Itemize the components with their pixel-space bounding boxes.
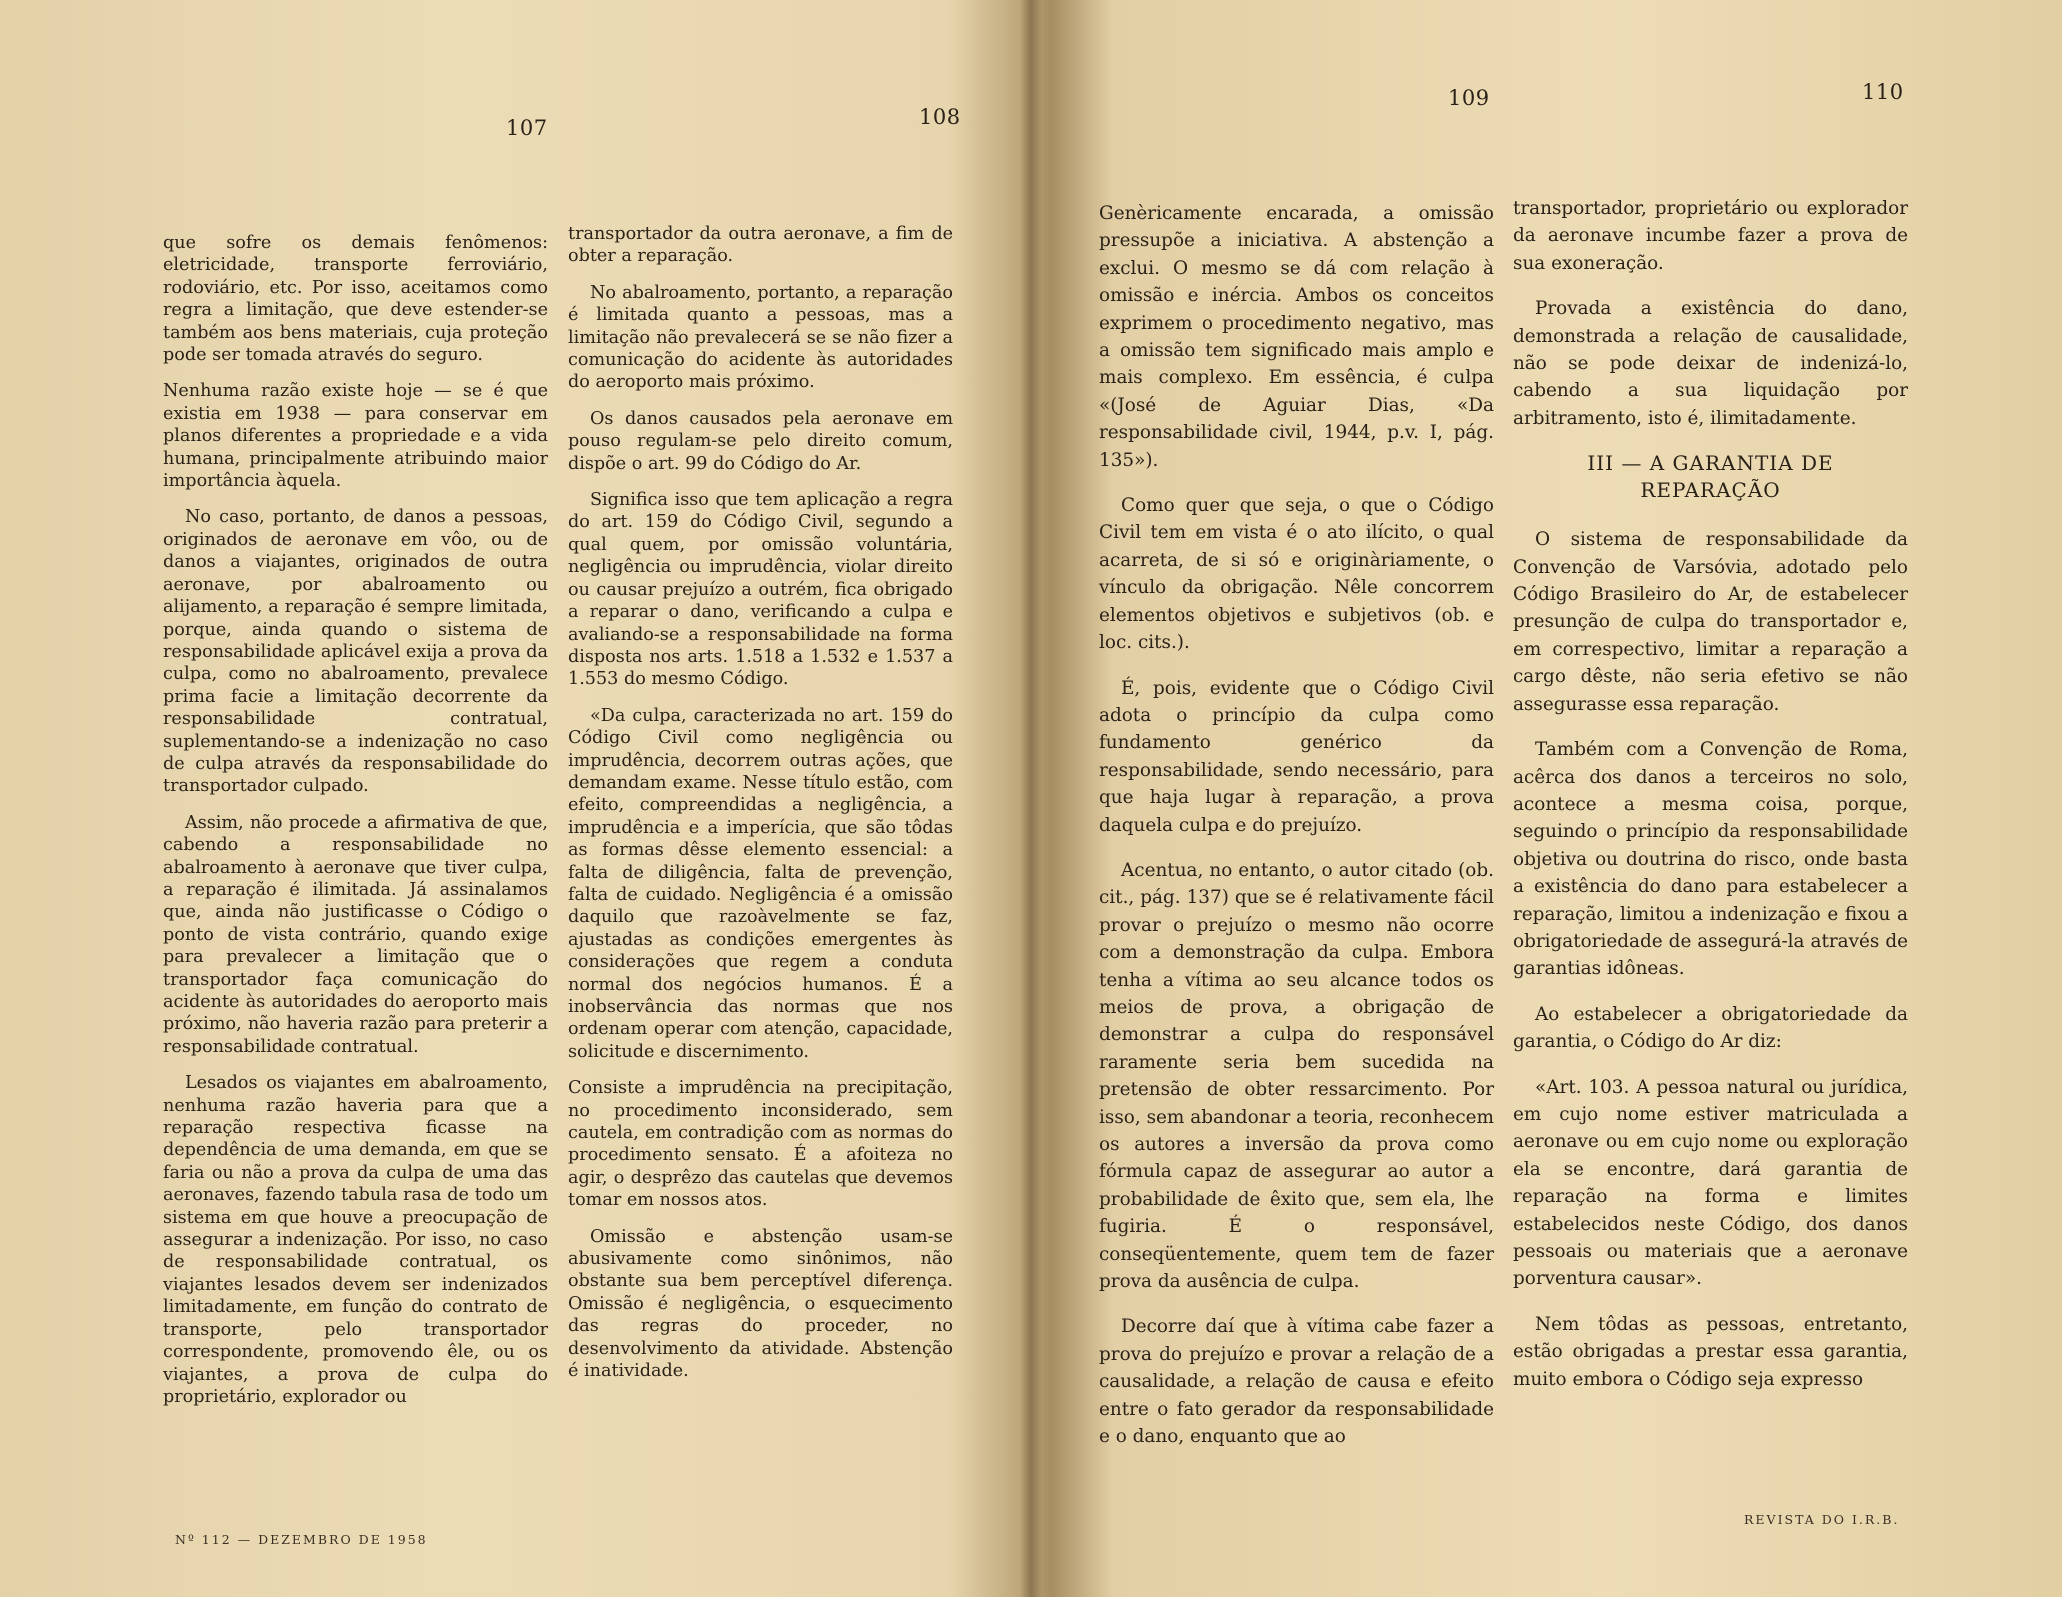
paragraph: Ao estabelecer a obrigatoriedade da garantia, o Código do Ar diz: [1513, 1003, 1908, 1053]
paragraph: «Da culpa, caracterizada no art. 159 do Código Civil como negligência ou imprudência, decorrem outras ações, que demandam exame. Nesse título estão, com efeito, compreendidas a negligência, a imprudência e a imperícia, que são tôdas as formas dêsse elemento essencial: a falta de diligência, falta de prevenção, falta de cuidado. Negligência é a omissão daquilo que razoàvelmente se faz, ajustadas as condições emergentes às considerações que regem a conduta normal dos negócios humanos. É a inobservância das normas que nos ordenam operar com atenção, capacidade, solicitude e discernimento. [568, 705, 953, 1062]
column-page-107 [163, 232, 548, 1422]
page-number-109: 109 [1448, 86, 1490, 110]
paragraph: Os danos causados pela aeronave em pouso regulam-se pelo direito comum, dispõe o art. 99 do Código do Ar. [568, 408, 953, 474]
page-number-107: 107 [506, 116, 548, 140]
footer-journal: REVISTA DO I.R.B. [1744, 1512, 1900, 1527]
page-number-110: 110 [1862, 80, 1904, 104]
paragraph: Nenhuma razão existe hoje — se é que existia em 1938 — para conservar em planos diferentes a propriedade e a vida humana, principalmente atribuindo maior importância àquela. [163, 381, 548, 492]
paragraph: Acentua, no entanto, o autor citado (ob. cit., pág. 137) que se é relativamente fácil provar o prejuízo o mesmo não ocorre com a demonstração da culpa. Embora tenha a vítima ao seu alcance todos os meios de prova, a obrigação de demonstrar a culpa do responsável raramente seria bem sucedida na pretensão de obter ressarcimento. Por isso, sem abandonar a teoria, reconhecem os autores a inversão da prova como fórmula capaz de assegurar ao autor a probabilidade de êxito que, sem ela, lhe fugiria. É o responsável, conseqüentemente, quem tem de fazer prova da ausência de culpa. [1099, 859, 1494, 1293]
paragraph: Também com a Convenção de Roma, acêrca dos danos a terceiros no solo, acontece a mesma coisa, porque, seguindo o princípio da responsabilidade objetiva ou doutrina do risco, onde basta a existência do dano para estabelecer a reparação, limitou a indenização e fixou a obrigatoriedade de assegurá-la através de garantias idôneas. [1513, 739, 1908, 980]
binding-crease [1020, 0, 1042, 1597]
page-number-108: 108 [919, 105, 961, 129]
paragraph: Provada a existência do dano, demonstrada a relação de causalidade, não se pode deixar de indenizá-lo, cabendo a sua liquidação por arbitramento, isto é, ilimitadamente. [1513, 298, 1908, 429]
paragraph: Genèricamente encarada, a omissão pressupõe a iniciativa. A abstenção a exclui. O mesmo se dá com relação à omissão e inércia. Ambos os conceitos exprimem o procedimento negativo, mas a omissão tem significado mais amplo e mais complexo. Em essência, é culpa «(José de Aguiar Dias, «Da responsabilidade civil, 1944, p.v. I, pág. 135»). [1099, 203, 1494, 471]
footer-issue: Nº 112 — DEZEMBRO DE 1958 [175, 1532, 428, 1547]
paragraph: Como quer que seja, o que o Código Civil tem em vista é o ato ilícito, o qual acarreta, de si só e originàriamente, o vínculo da obrigação. Nêle concorrem elementos objetivos e subjetivos (ob. e loc. cits.). [1099, 495, 1494, 654]
column-page-108 [568, 223, 953, 1397]
paragraph: que sofre os demais fenômenos: eletricidade, transporte ferroviário, rodoviário, etc. Por isso, aceitamos como regra a limitação, que deve estender-se também aos bens materiais, cuja proteção pode ser tomada através do seguro. [163, 233, 548, 366]
paragraph: Decorre daí que à vítima cabe fazer a prova do prejuízo e provar a relação de a causalidade, a relação de causa e efeito entre o fato gerador da responsabilidade e o dano, enquanto que ao [1099, 1316, 1494, 1448]
paragraph: É, pois, evidente que o Código Civil adota o princípio da culpa como fundamento genérico da responsabilidade, sendo necessário, para que haja lugar à reparação, a prova daquela culpa e do prejuízo. [1099, 677, 1494, 836]
paragraph: Assim, não procede a afirmativa de que, cabendo a responsabilidade no abalroamento à aeronave que tiver culpa, a reparação é ilimitada. Já assinalamos que, ainda não justificasse o Código o ponto de vista contrário, quando exige para prevalecer a limitação que o transportador faça comunicação do acidente às autoridades do aeroporto mais próximo, não haveria razão para preterir a responsabilidade contratual. [163, 812, 548, 1057]
paragraph: Consiste a imprudência na precipitação, no procedimento inconsiderado, sem cautela, em contradição com as normas do procedimento sensato. É a afoiteza no agir, o desprêzo das cautelas que devemos tomar em nossos atos. [568, 1078, 953, 1211]
paragraph: O sistema de responsabilidade da Convenção de Varsóvia, adotado pelo Código Brasileiro do Ar, de estabelecer presunção de culpa do transportador e, em correspectivo, limitar a reparação a cargo dêste, não seria efetivo se não assegurasse essa reparação. [1513, 529, 1908, 715]
paragraph: No abalroamento, portanto, a reparação é limitada quanto a pessoas, mas a limitação não prevalecerá se se não fizer a comunicação do acidente às autoridades do aeroporto mais próximo. [568, 282, 953, 393]
paragraph: Omissão e abstenção usam-se abusivamente como sinônimos, não obstante sua bem perceptível diferença. Omissão é negligência, o esquecimento das regras do proceder, no desenvolvimento da atividade. Abstenção é inatividade. [568, 1226, 953, 1382]
paragraph: «Art. 103. A pessoa natural ou jurídica, em cujo nome estiver matriculada a aeronave ou em cujo nome ou exploração ela se encontre, dará garantia de reparação na forma e limites estabelecidos neste Código, dos danos pessoais ou materiais que a aeronave porventura causar». [1513, 1076, 1908, 1290]
section-heading [1513, 450, 1908, 504]
paragraph: Lesados os viajantes em abalroamento, nenhuma razão haveria para que a reparação respectiva ficasse na dependência de uma demanda, em que se faria ou não a prova da culpa de uma das aeronaves, fazendo tabula rasa de todo um sistema em que houve a preocupação de assegurar a indenização. Por isso, no caso de responsabilidade contratual, os viajantes lesados devem ser indenizados limitadamente, em função do contrato de transporte, pelo transportador correspondente, promovendo êle, ou os viajantes, a prova de culpa do proprietário, explorador ou [163, 1073, 548, 1407]
paragraph: No caso, portanto, de danos a pessoas, originados de aeronave em vôo, ou de danos a viajantes, originados de outra aeronave, por abalroamento ou alijamento, a reparação é sempre limitada, porque, ainda quando o sistema de responsabilidade aplicável exija a prova da culpa, como no abalroamento, prevalece prima facie a limitação decorrente da responsabilidade contratual, suplementando-se a indenização no caso de culpa através da responsabilidade do transportador culpado. [163, 507, 548, 797]
paragraph: transportador da outra aeronave, a fim de obter a reparação. [568, 224, 953, 267]
paragraph: Nem tôdas as pessoas, entretanto, estão obrigadas a prestar essa garantia, muito embora o Código seja expresso [1513, 1313, 1908, 1390]
column-page-110 [1513, 195, 1908, 1411]
paragraph: Significa isso que tem aplicação a regra do art. 159 do Código Civil, segundo a qual quem, por omissão voluntária, negligência ou imprudência, violar direito ou causar prejuízo a outrém, fica obrigado a reparar o dano, verificando a culpa e avaliando-se a responsabilidade na forma disposta nos arts. 1.518 a 1.532 e 1.537 a 1.553 do mesmo Código. [568, 490, 953, 690]
section-heading-line: REPARAÇÃO [1640, 478, 1781, 503]
paragraph: transportador, proprietário ou explorador da aeronave incumbe fazer a prova de sua exoneração. [1513, 198, 1908, 274]
section-heading-line: III — A GARANTIA DE [1587, 451, 1834, 476]
column-page-109 [1099, 200, 1494, 1468]
